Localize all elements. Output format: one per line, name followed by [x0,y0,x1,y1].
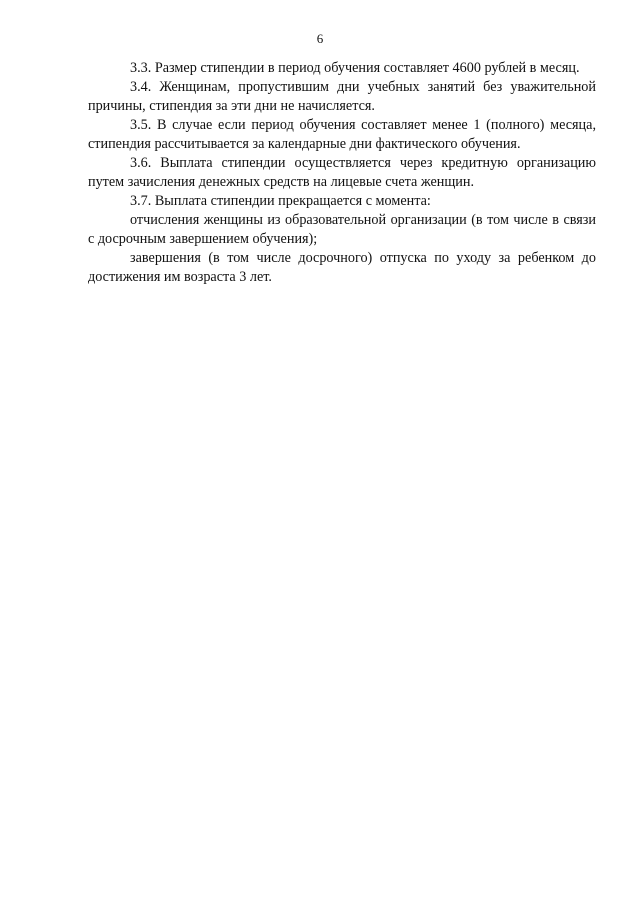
paragraph-3-3: 3.3. Размер стипендии в период обучения составляет 4600 рублей в месяц. [130,60,580,76]
paragraph-3-6: 3.6. Выплата стипендии осуществляется через кредитную организацию путем зачисления денежных средств на лицевые счета женщин. [88,155,596,190]
paragraph-3-7-item-expulsion: отчисления женщины из образовательной организации (в том числе в связи с досрочным завершением обучения); [88,212,596,247]
paragraph-3-5: 3.5. В случае если период обучения составляет менее 1 (полного) месяца, стипендия рассчитывается за календарные дни фактического обучения. [88,117,596,152]
paragraph-3-4: 3.4. Женщинам, пропустившим дни учебных занятий без уважительной причины, стипендия за эти дни не начисляется. [88,79,596,114]
document-body [88,59,596,287]
paragraph-3-7: 3.7. Выплата стипендии прекращается с момента: [130,193,431,209]
paragraph-3-7-item-leave-end: завершения (в том числе досрочного) отпуска по уходу за ребенком до достижения им возраста 3 лет. [88,250,596,285]
page-number: 6 [316,31,324,46]
